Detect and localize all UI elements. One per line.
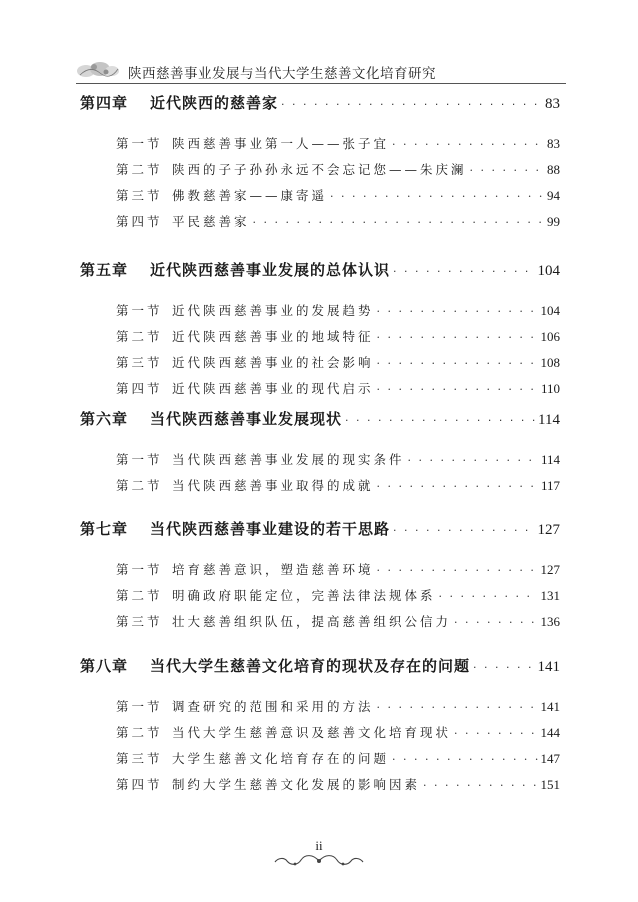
section-title: 当代陕西慈善事业取得的成就: [172, 478, 374, 493]
section-title: 平民慈善家: [172, 214, 250, 229]
section-page-number: 141: [540, 699, 560, 714]
section-page-number: 110: [540, 381, 560, 396]
chapter-title: 近代陕西的慈善家: [150, 94, 279, 112]
book-title: 陕西慈善事业发展与当代大学生慈善文化培育研究: [128, 66, 436, 82]
dot-leader: [377, 331, 538, 344]
section-label: 第二节: [116, 725, 163, 740]
dot-leader: [392, 753, 537, 766]
dot-leader: [393, 524, 534, 537]
chapter-page-number: 114: [538, 412, 560, 428]
chapter-label: 第八章: [80, 657, 129, 675]
section-page-number: 127: [540, 562, 560, 577]
dot-leader: [377, 701, 538, 714]
toc-section[interactable]: [116, 353, 560, 371]
toc-section[interactable]: [116, 586, 560, 604]
toc-section[interactable]: [116, 723, 560, 741]
section-label: 第一节: [116, 452, 163, 467]
section-title: 壮大慈善组织队伍，提高慈善组织公信力: [172, 614, 452, 629]
section-title: 调查研究的范围和采用的方法: [172, 699, 374, 714]
flourish-ornament-icon: [269, 852, 369, 870]
section-label: 第一节: [116, 699, 163, 714]
chapter-page-number: 127: [537, 522, 560, 538]
dot-leader: [439, 590, 538, 603]
toc-section[interactable]: [116, 476, 560, 494]
section-page-number: 144: [540, 725, 560, 740]
toc-section[interactable]: [116, 749, 560, 767]
section-title: 近代陕西慈善事业的社会影响: [172, 355, 374, 370]
dot-leader: [345, 414, 535, 427]
chapter-label: 第五章: [80, 261, 129, 279]
dot-leader: [423, 779, 537, 792]
section-page-number: 99: [547, 214, 560, 229]
section-title: 培育慈善意识，塑造慈善环境: [172, 562, 374, 577]
toc-chapter[interactable]: [80, 408, 560, 429]
toc-section[interactable]: [116, 212, 560, 230]
floral-ornament-icon: [76, 59, 120, 81]
section-label: 第二节: [116, 162, 163, 177]
section-label: 第二节: [116, 588, 163, 603]
section-title: 近代陕西慈善事业的现代启示: [172, 381, 374, 396]
chapter-title: 当代大学生慈善文化培育的现状及存在的问题: [150, 657, 471, 675]
chapter-label: 第六章: [80, 410, 129, 428]
toc-section[interactable]: [116, 160, 560, 178]
dot-leader: [377, 383, 538, 396]
toc-section[interactable]: [116, 450, 560, 468]
page-number: ii: [315, 838, 323, 853]
section-page-number: 136: [540, 614, 560, 629]
dot-leader: [473, 661, 534, 674]
toc-chapter[interactable]: [80, 655, 560, 676]
section-page-number: 104: [540, 303, 560, 318]
dot-leader: [377, 357, 538, 370]
dot-leader: [392, 138, 544, 151]
toc-chapter[interactable]: [80, 259, 560, 280]
section-label: 第四节: [116, 214, 163, 229]
section-label: 第一节: [116, 562, 163, 577]
dot-leader: [377, 564, 538, 577]
chapter-page-number: 104: [537, 263, 560, 279]
toc-section[interactable]: [116, 379, 560, 397]
section-label: 第三节: [116, 188, 163, 203]
dot-leader: [330, 190, 544, 203]
toc-section[interactable]: [116, 612, 560, 630]
section-label: 第二节: [116, 478, 163, 493]
chapter-page-number: 141: [537, 659, 560, 675]
toc-section[interactable]: [116, 327, 560, 345]
dot-leader: [377, 480, 538, 493]
section-page-number: 106: [540, 329, 560, 344]
section-page-number: 108: [540, 355, 560, 370]
section-label: 第一节: [116, 303, 163, 318]
section-title: 近代陕西慈善事业的发展趋势: [172, 303, 374, 318]
header-rule: [76, 83, 566, 84]
section-page-number: 83: [547, 136, 560, 151]
section-page-number: 114: [540, 452, 560, 467]
section-title: 制约大学生慈善文化发展的影响因素: [172, 777, 421, 792]
toc-section[interactable]: [116, 775, 560, 793]
section-title: 陕西慈善事业第一人——张子宜: [172, 136, 390, 151]
section-label: 第三节: [116, 751, 163, 766]
chapter-page-number: 83: [545, 96, 560, 112]
section-page-number: 94: [547, 188, 560, 203]
dot-leader: [454, 616, 537, 629]
chapter-title: 当代陕西慈善事业建设的若干思路: [150, 520, 391, 538]
chapter-label: 第七章: [80, 520, 129, 538]
section-title: 当代陕西慈善事业发展的现实条件: [172, 452, 405, 467]
section-title: 明确政府职能定位，完善法律法规体系: [172, 588, 436, 603]
running-header: [76, 58, 566, 84]
section-label: 第四节: [116, 381, 163, 396]
section-title: 大学生慈善文化培育存在的问题: [172, 751, 390, 766]
toc-section[interactable]: [116, 697, 560, 715]
dot-leader: [470, 164, 544, 177]
section-label: 第一节: [116, 136, 163, 151]
section-page-number: 151: [540, 777, 560, 792]
dot-leader: [408, 454, 538, 467]
chapter-title: 近代陕西慈善事业发展的总体认识: [150, 261, 391, 279]
dot-leader: [281, 98, 542, 111]
section-page-number: 147: [540, 751, 560, 766]
section-page-number: 131: [540, 588, 560, 603]
section-title: 佛教慈善家——康寄遥: [172, 188, 328, 203]
section-title: 陕西的子子孙孙永远不会忘记您——朱庆澜: [172, 162, 467, 177]
section-label: 第四节: [116, 777, 163, 792]
dot-leader: [393, 265, 534, 278]
section-page-number: 88: [547, 162, 560, 177]
toc-chapter[interactable]: [80, 92, 560, 113]
section-label: 第三节: [116, 355, 163, 370]
dot-leader: [377, 305, 538, 318]
chapter-label: 第四章: [80, 94, 129, 112]
toc-chapter[interactable]: [80, 518, 560, 539]
section-page-number: 117: [540, 478, 560, 493]
toc-section[interactable]: [116, 134, 560, 152]
toc-section[interactable]: [116, 560, 560, 578]
dot-leader: [253, 216, 544, 229]
section-label: 第三节: [116, 614, 163, 629]
chapter-title: 当代陕西慈善事业发展现状: [150, 410, 343, 428]
toc-section[interactable]: [116, 186, 560, 204]
section-label: 第二节: [116, 329, 163, 344]
section-title: 近代陕西慈善事业的地域特征: [172, 329, 374, 344]
section-title: 当代大学生慈善意识及慈善文化培育现状: [172, 725, 452, 740]
toc-section[interactable]: [116, 301, 560, 319]
dot-leader: [454, 727, 537, 740]
